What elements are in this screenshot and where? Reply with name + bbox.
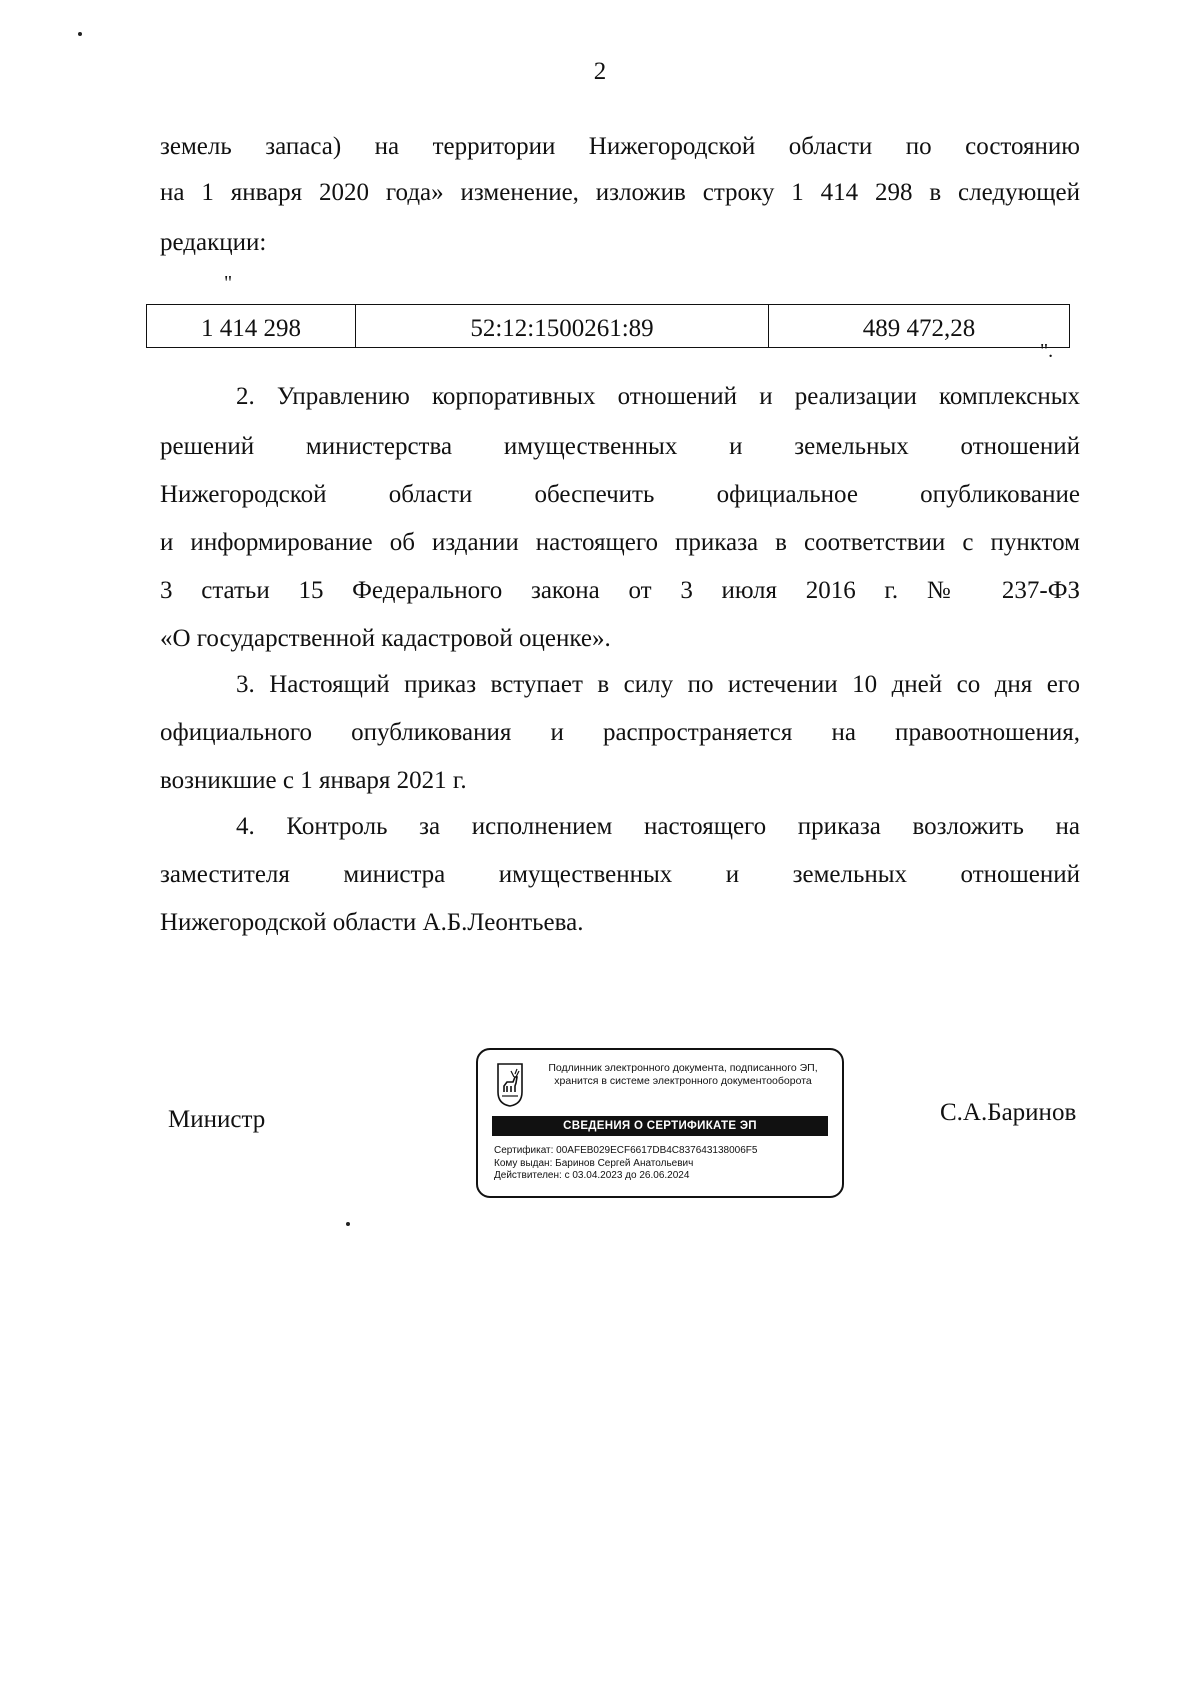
clause-2-line: 2. Управлению корпоративных отношений и реализации комплексных <box>236 383 1080 410</box>
cell-cadastral-number: 52:12:1500261:89 <box>356 305 769 348</box>
stamp-validity: Действителен: с 03.04.2023 до 26.06.2024 <box>494 1170 690 1181</box>
clause-2-line: 3 статьи 15 Федерального закона от 3 июля 2016 г. № 237-ФЗ <box>160 577 1080 604</box>
table-row <box>147 305 1070 348</box>
signer-name: С.А.Баринов <box>940 1099 1077 1126</box>
stamp-header-line: Подлинник электронного документа, подписанного ЭП, <box>548 1062 818 1074</box>
stamp-header <box>530 1062 836 1088</box>
clause-4-line: заместителя министра имущественных и земельных отношений <box>160 861 1080 888</box>
clause-2-line: «О государственной кадастровой оценке». <box>160 625 611 652</box>
closing-quote: ". <box>1040 340 1054 362</box>
stamp-issued-to: Кому выдан: Баринов Сергей Анатольевич <box>494 1157 694 1169</box>
clause-3-line: официального опубликования и распространяется на правоотношения, <box>160 719 1080 746</box>
scan-speck <box>346 1222 350 1226</box>
e-signature-stamp <box>476 1048 844 1198</box>
clause-4-line: Нижегородской области А.Б.Леонтьева. <box>160 909 584 936</box>
clause-3-line: возникшие с 1 января 2021 г. <box>160 767 467 794</box>
stamp-certificate-title: СВЕДЕНИЯ О СЕРТИФИКАТЕ ЭП <box>492 1116 828 1136</box>
intro-line: земель запаса) на территории Нижегородской области по состоянию <box>160 133 1080 160</box>
scan-speck <box>78 32 82 36</box>
stamp-details <box>494 1145 834 1183</box>
stamp-header-line: хранится в системе электронного документооборота <box>554 1075 812 1087</box>
cell-row-number: 1 414 298 <box>147 305 356 348</box>
page-number: 2 <box>593 58 607 85</box>
clause-4-line: 4. Контроль за исполнением настоящего приказа возложить на <box>236 813 1080 840</box>
intro-line: на 1 января 2020 года» изменение, изложив строку 1 414 298 в следующей <box>160 179 1080 206</box>
stamp-certificate-number: Сертификат: 00AFEB029ECF6617DB4C837643138006F5 <box>494 1145 758 1156</box>
cell-cadastral-value: 489 472,28 <box>769 305 1070 348</box>
deer-emblem-icon <box>496 1062 524 1108</box>
opening-quote: " <box>224 272 233 294</box>
clause-3-line: 3. Настоящий приказ вступает в силу по истечении 10 дней со дня его <box>236 671 1080 698</box>
clause-2-line: решений министерства имущественных и земельных отношений <box>160 433 1080 460</box>
amendment-table <box>146 304 1070 348</box>
clause-2-line: Нижегородской области обеспечить официальное опубликование <box>160 481 1080 508</box>
intro-line: редакции: <box>160 229 267 256</box>
signer-title: Министр <box>168 1106 266 1133</box>
clause-2-line: и информирование об издании настоящего приказа в соответствии с пунктом <box>160 529 1080 556</box>
